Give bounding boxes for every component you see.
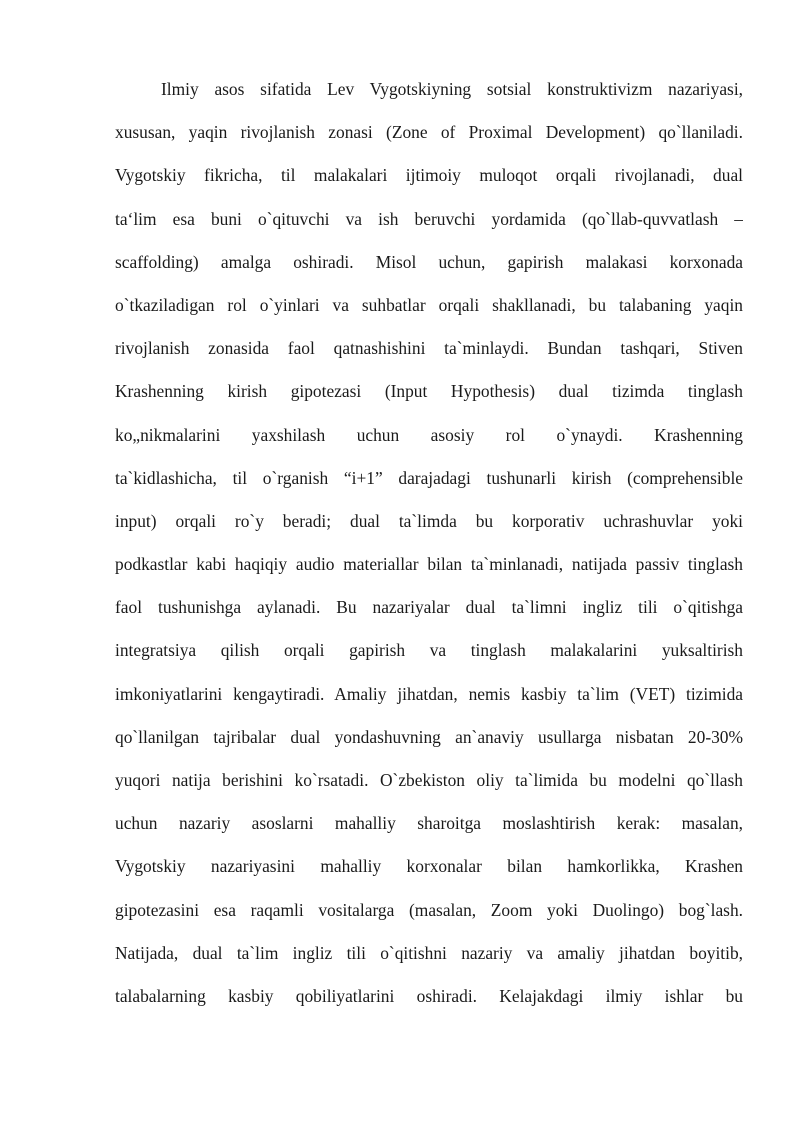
paragraph-line: qo`llanilgan tajribalar dual yondashuvning an`anaviy usullarga nisbatan 20-30% [115, 726, 743, 747]
paragraph-line: integratsiya qilish orqali gapirish va tinglash malakalarini yuksaltirish [115, 640, 743, 661]
paragraph-line: xususan, yaqin rivojlanish zonasi (Zone of Proximal Development) qo`llaniladi. [115, 122, 743, 143]
paragraph-line: imkoniyatlarini kengaytiradi. Amaliy jihatdan, nemis kasbiy ta`lim (VET) tizimida [115, 683, 743, 704]
paragraph-line: Natijada, dual ta`lim ingliz tili o`qitishni nazariy va amaliy jihatdan boyitib, [115, 942, 743, 963]
paragraph-line: podkastlar kabi haqiqiy audio materiallar bilan ta`minlanadi, natijada passiv tinglash [115, 554, 743, 575]
paragraph-line: Vygotskiy nazariyasini mahalliy korxonalar bilan hamkorlikka, Krashen [115, 856, 743, 877]
body-paragraph [115, 68, 743, 1018]
paragraph-line: Ilmiy asos sifatida Lev Vygotskiyning sotsial konstruktivizm nazariyasi, [161, 79, 743, 99]
paragraph-line: ta`kidlashicha, til o`rganish “i+1” darajadagi tushunarli kirish (comprehensible [115, 467, 743, 488]
paragraph-line: uchun nazariy asoslarni mahalliy sharoitga moslashtirish kerak: masalan, [115, 813, 743, 834]
paragraph-line: yuqori natija berishini ko`rsatadi. O`zbekiston oliy ta`limida bu modelni qo`llash [115, 770, 743, 790]
paragraph-line: input) orqali ro`y beradi; dual ta`limda bu korporativ uchrashuvlar yoki [115, 510, 743, 531]
paragraph-line: Vygotskiy fikricha, til malakalari ijtimoiy muloqot orqali rivojlanadi, dual [115, 165, 743, 186]
paragraph-line: ko„nikmalarini yaxshilash uchun asosiy rol o`ynaydi. Krashenning [115, 424, 743, 445]
paragraph-line: faol tushunishga aylanadi. Bu nazariyalar dual ta`limni ingliz tili o`qitishga [115, 597, 743, 618]
paragraph-line: Krashenning kirish gipotezasi (Input Hypothesis) dual tizimda tinglash [115, 381, 743, 402]
paragraph-line: o`tkaziladigan rol o`yinlari va suhbatlar orqali shakllanadi, bu talabaning yaqin [115, 294, 743, 315]
paragraph-line: talabalarning kasbiy qobiliyatlarini oshiradi. Kelajakdagi ilmiy ishlar bu [115, 985, 743, 1006]
paragraph-line: scaffolding) amalga oshiradi. Misol uchun, gapirish malakasi korxonada [115, 251, 743, 272]
paragraph-line: rivojlanish zonasida faol qatnashishini ta`minlaydi. Bundan tashqari, Stiven [115, 338, 743, 359]
paragraph-line: gipotezasini esa raqamli vositalarga (masalan, Zoom yoki Duolingo) bog`lash. [115, 899, 743, 920]
paragraph-line: taʻlim esa buni o`qituvchi va ish beruvchi yordamida (qo`llab-quvvatlash – [115, 208, 743, 229]
